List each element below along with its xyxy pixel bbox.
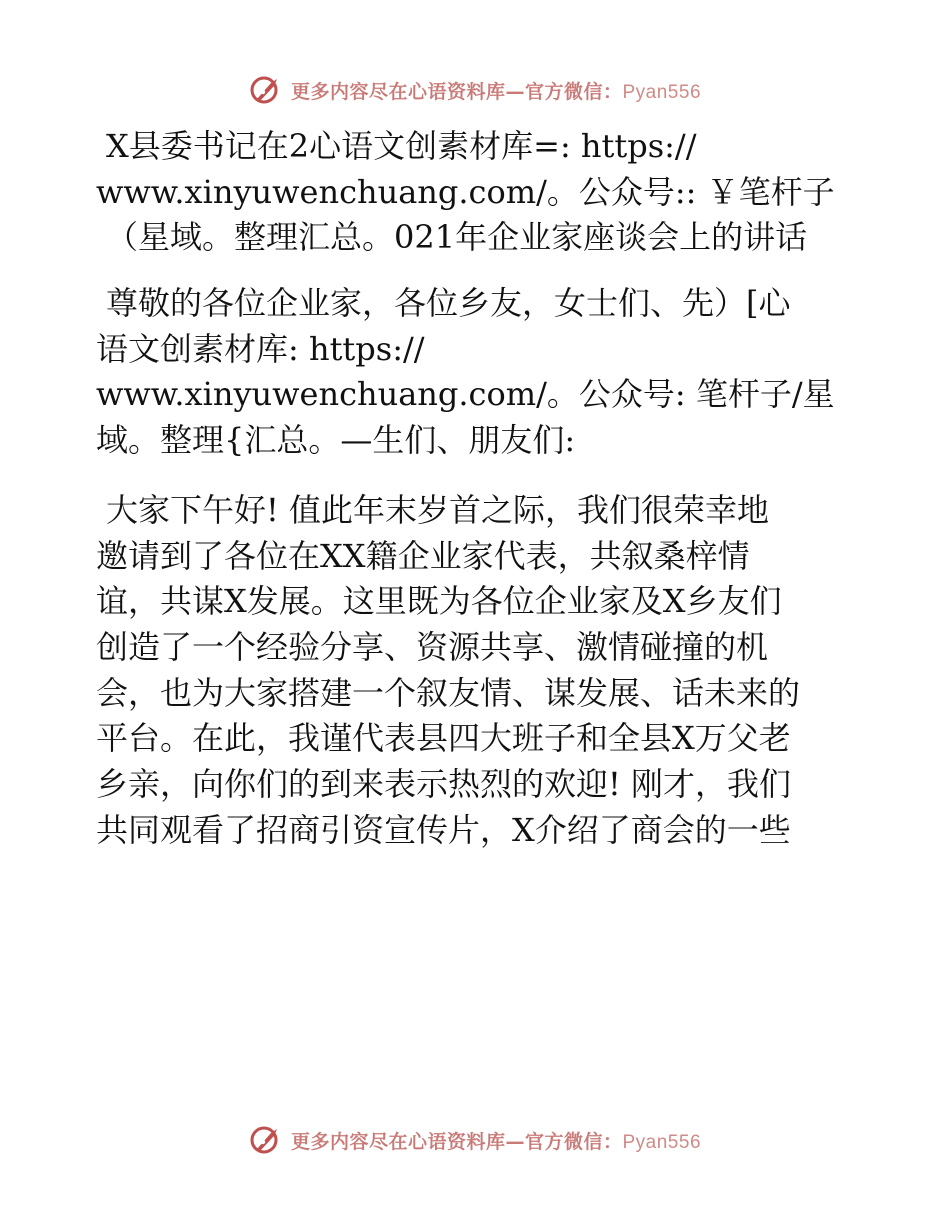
pen-circle-icon xyxy=(249,73,283,107)
watermark-account: Pyan556 xyxy=(622,1131,702,1153)
text-line: 邀请到了各位在XX籍企业家代表，共叙桑梓情 xyxy=(96,536,750,575)
document-body xyxy=(96,124,856,853)
text-line: www.xinyuwenchuang.com/。公众号: 笔杆子/星 xyxy=(96,375,835,414)
watermark-account: Pyan556 xyxy=(622,81,702,103)
text-line: 共同观看了招商引资宣传片，X介绍了商会的一些 xyxy=(96,810,791,849)
text-line: X县委书记在2心语文创素材库=: https:// xyxy=(106,127,697,165)
text-line: 域。整理{汇总。—生们、朋友们: xyxy=(96,421,576,460)
watermark-text: 更多内容尽在心语资料库—官方微信： xyxy=(290,80,623,103)
text-line: 尊敬的各位企业家，各位乡友，女士们、先）[心 xyxy=(106,284,791,323)
text-line: 谊，共谋X发展。这里既为各位企业家及X乡友们 xyxy=(96,582,782,621)
text-line: （星域。整理汇总。021年企业家座谈会上的讲话 xyxy=(106,218,808,257)
text-line: 平台。在此，我谨代表县四大班子和全县X万父老 xyxy=(96,719,791,758)
text-line: 大家下午好! 值此年末岁首之际，我们很荣幸地 xyxy=(106,490,770,529)
paragraph-salutation xyxy=(96,281,856,464)
text-line: 会，也为大家搭建一个叙友情、谋发展、话未来的 xyxy=(96,673,801,712)
header-watermark xyxy=(0,70,950,110)
paragraph-body xyxy=(96,488,856,854)
footer-watermark xyxy=(0,1120,950,1160)
pen-circle-icon xyxy=(249,1123,283,1157)
text-line: www.xinyuwenchuang.com/。公众号:: ￥笔杆子 xyxy=(96,172,835,211)
watermark-text: 更多内容尽在心语资料库—官方微信： xyxy=(290,1130,623,1153)
text-line: 乡亲，向你们的到来表示热烈的欢迎! 刚才，我们 xyxy=(96,764,792,803)
text-line: 创造了一个经验分享、资源共享、激情碰撞的机 xyxy=(96,627,769,666)
text-line: 语文创素材库: https:// xyxy=(96,329,425,368)
paragraph-title xyxy=(96,124,856,261)
